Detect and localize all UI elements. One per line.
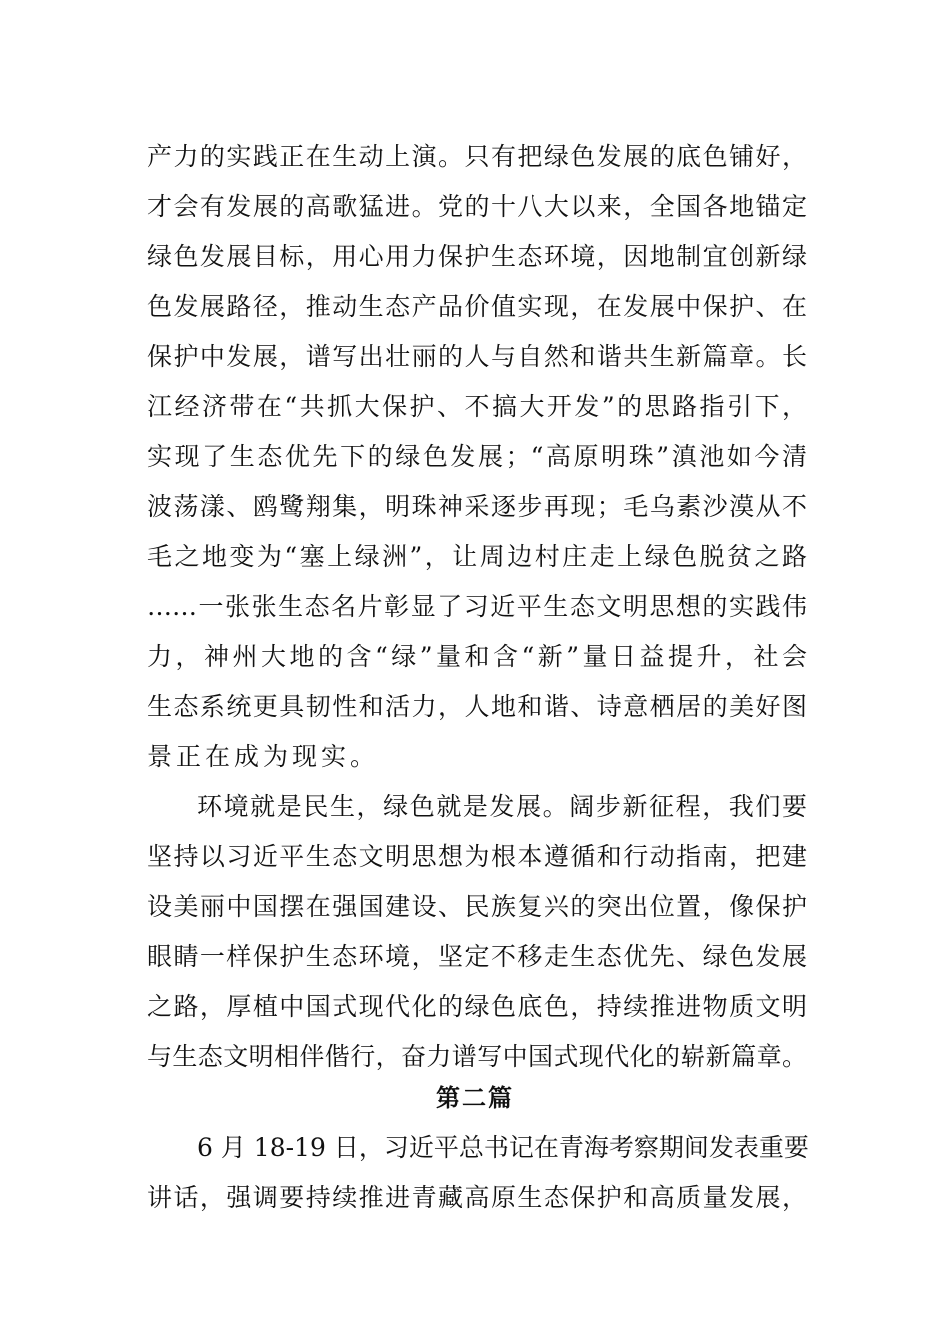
paragraph-line: 实现了生态优先下的绿色发展；“高原明珠”滇池如今清 [147,442,807,471]
paragraph-line: 保护中发展，谱写出壮丽的人与自然和谐共生新篇章。长 [147,342,807,371]
paragraph-line: 才会有发展的高歌猛进。党的十八大以来，全国各地锚定 [147,192,807,221]
paragraph-line: 产力的实践正在生动上演。只有把绿色发展的底色铺好， [147,142,807,171]
paragraph-line: 设美丽中国摆在强国建设、民族复兴的突出位置，像保护 [147,892,807,921]
paragraph-line: 毛之地变为“塞上绿洲”，让周边村庄走上绿色脱贫之路 [147,542,807,571]
paragraph-line: 色发展路径，推动生态产品价值实现，在发展中保护、在 [147,292,807,321]
paragraph-line: 江经济带在“共抓大保护、不搞大开发”的思路指引下， [147,392,807,421]
paragraph-line: 之路，厚植中国式现代化的绿色底色，持续推进物质文明 [147,992,807,1021]
paragraph-line: 与生态文明相伴偕行，奋力谱写中国式现代化的崭新篇章。 [147,1042,807,1071]
paragraph-line: 绿色发展目标，用心用力保护生态环境，因地制宜创新绿 [147,242,807,271]
paragraph-line: 讲话，强调要持续推进青藏高原生态保护和高质量发展， [147,1183,807,1212]
paragraph-line: 力，神州大地的含“绿”量和含“新”量日益提升，社会 [147,642,807,671]
paragraph-line: 6 月 18-19 日，习近平总书记在青海考察期间发表重要 [197,1133,809,1162]
paragraph-line: 坚持以习近平生态文明思想为根本遵循和行动指南，把建 [147,842,807,871]
section-heading: 第二篇 [436,1084,514,1112]
paragraph-line: 生态系统更具韧性和活力，人地和谐、诗意栖居的美好图 [147,692,807,721]
paragraph-line: 景正在成为现实。 [147,742,380,771]
paragraph-line: 波荡漾、鸥鹭翔集，明珠神采逐步再现；毛乌素沙漠从不 [147,492,807,521]
paragraph-line: ……一张张生态名片彰显了习近平生态文明思想的实践伟 [147,592,807,621]
paragraph-line: 环境就是民生，绿色就是发展。阔步新征程，我们要 [197,792,807,821]
paragraph-line: 眼睛一样保护生态环境，坚定不移走生态优先、绿色发展 [147,942,807,971]
